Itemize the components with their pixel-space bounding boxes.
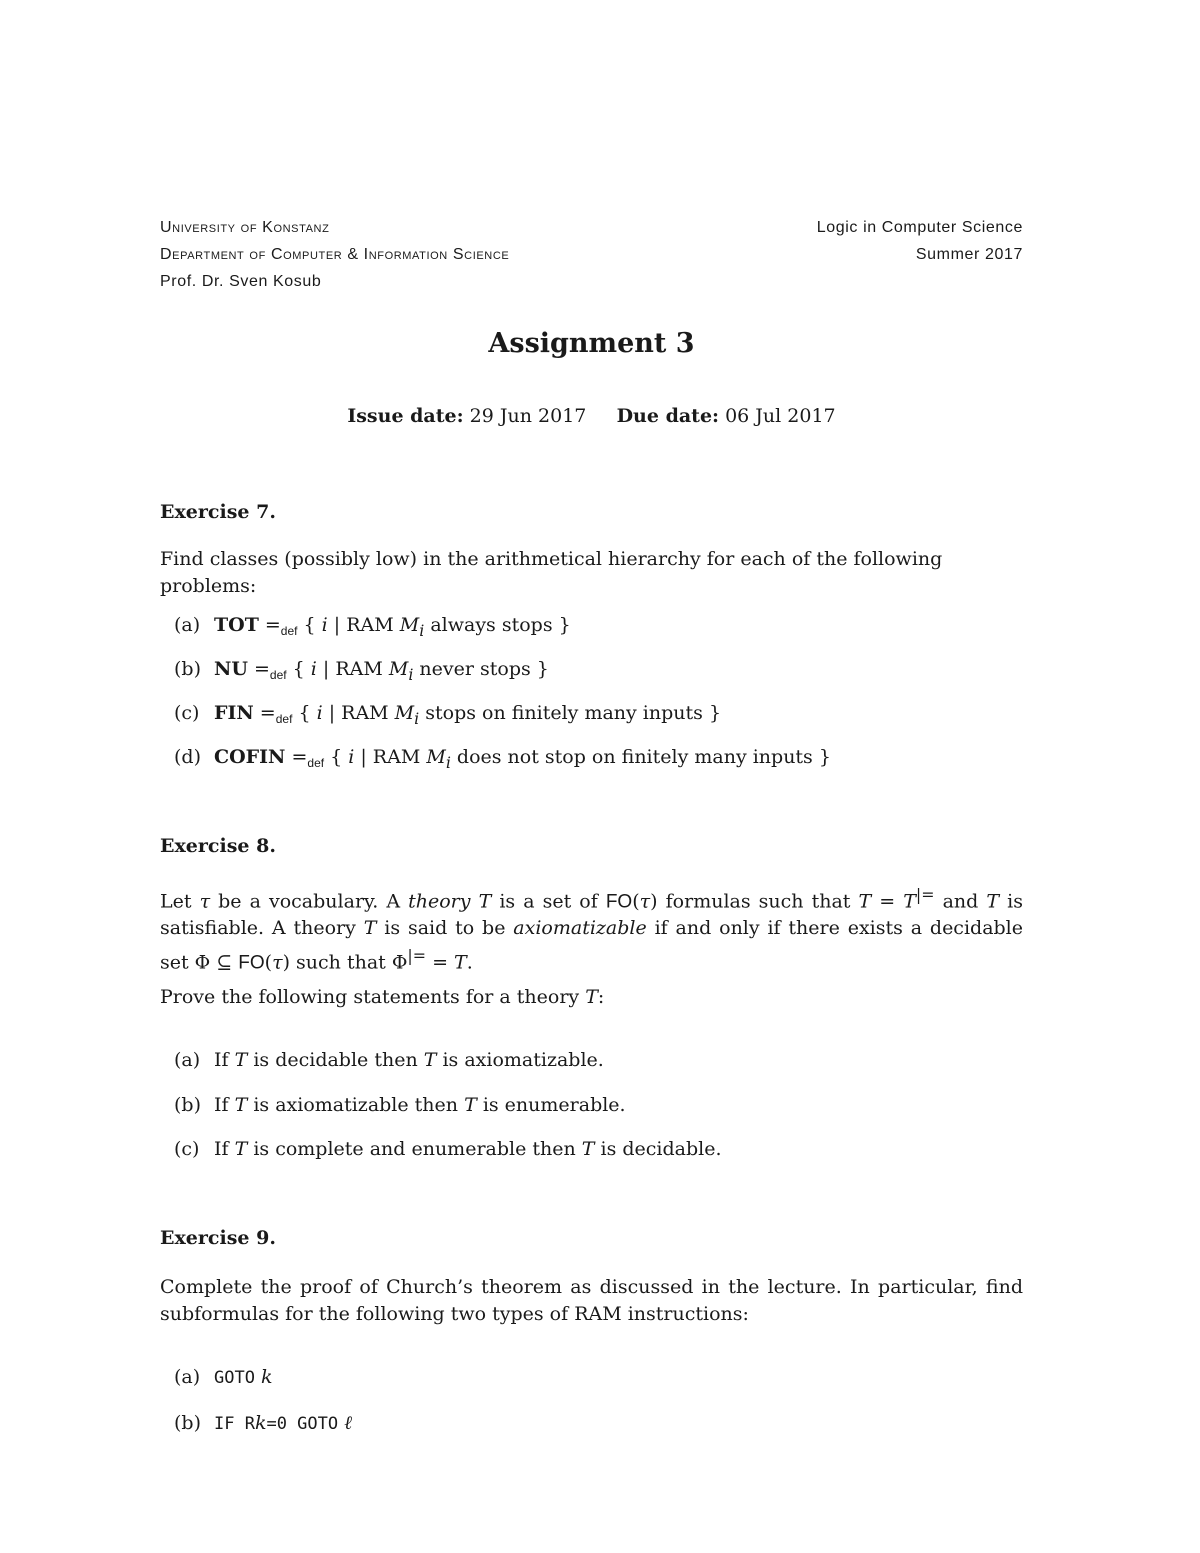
exercise-9-item-b: (b) IF Rk=0 GOTO ℓ bbox=[174, 1412, 353, 1434]
item-label: (b) bbox=[174, 1094, 201, 1116]
term: Summer 2017 bbox=[915, 246, 1023, 263]
exercise-9-paragraph: Complete the proof of Church’s theorem as discussed in the lecture. In particular, find subformulas for the following two types of RAM instructions: bbox=[160, 1276, 1023, 1325]
text-fragment: is enumerable. bbox=[482, 1094, 626, 1116]
issue-date-label: Issue date: bbox=[347, 405, 464, 427]
code-goto: =0 GOTO bbox=[266, 1414, 339, 1434]
text-fragment: is decidable. bbox=[600, 1138, 722, 1160]
text-fragment: be a vocabulary. A bbox=[218, 890, 401, 913]
text-fragment: formulas such that bbox=[665, 890, 851, 913]
exercise-8-item-c: (c) If T is complete and enumerable then T is decidable. bbox=[174, 1138, 722, 1160]
item-label: (c) bbox=[174, 1138, 200, 1160]
text-fragment: if and only if there exists a decidable set bbox=[160, 917, 1024, 974]
date-line bbox=[0, 405, 1183, 427]
exercise-7-heading: Exercise 7. bbox=[160, 501, 276, 523]
text-fragment: If bbox=[214, 1049, 229, 1071]
text-fragment: is complete and enumerable then bbox=[253, 1138, 576, 1160]
text-fragment: is decidable then bbox=[253, 1049, 418, 1071]
due-date-value: 06 Jul 2017 bbox=[725, 405, 836, 427]
problem-name: NU bbox=[214, 658, 248, 680]
term-theory: theory bbox=[408, 890, 471, 913]
item-label: (a) bbox=[174, 614, 201, 636]
exercise-8-paragraph: Let τ be a vocabulary. A theory T is a set of FO(τ) formulas such that T = T|= and T is satisfiable. A theory T is said to be axiomatizable if and only if there exists a decidable set Φ ⊆ FO(τ) such that Φ|= = T. bbox=[160, 885, 1024, 974]
problem-name: COFIN bbox=[214, 746, 286, 768]
exercise-8-item-a: (a) If T is decidable then T is axiomatizable. bbox=[174, 1049, 604, 1071]
text-fragment: If bbox=[214, 1094, 229, 1116]
exercise-7-item-b: (b) NU $=_{def}$ { i | RAM $M_i$ never stops } bbox=[174, 658, 549, 684]
course-name: Logic in Computer Science bbox=[816, 219, 1023, 236]
text-fragment: is axiomatizable then bbox=[253, 1094, 459, 1116]
due-date-label: Due date: bbox=[616, 405, 720, 427]
professor-name: Prof. Dr. Sven Kosub bbox=[160, 273, 322, 290]
text-fragment: is axiomatizable. bbox=[442, 1049, 604, 1071]
page-title: Assignment 3 bbox=[488, 328, 695, 359]
exercise-9-item-a: (a) GOTO k bbox=[174, 1366, 273, 1388]
issue-date-value: 29 Jun 2017 bbox=[469, 405, 587, 427]
problem-name: TOT bbox=[214, 614, 259, 636]
exercise-7-intro: Find classes (possibly low) in the arithmetical hierarchy for each of the following problems: bbox=[160, 548, 943, 597]
item-label: (a) bbox=[174, 1366, 201, 1388]
item-label: (d) bbox=[174, 746, 201, 768]
text-fragment: is said to be bbox=[384, 917, 506, 940]
text-fragment: is satisfiable. A theory bbox=[160, 890, 1023, 940]
code-if: IF R bbox=[214, 1414, 255, 1434]
exercise-8-item-b: (b) If T is axiomatizable then T is enumerable. bbox=[174, 1094, 626, 1116]
text-fragment: such that bbox=[296, 951, 386, 974]
text-fragment: and bbox=[942, 890, 979, 913]
text-fragment: is a set of bbox=[499, 890, 598, 913]
item-label: (b) bbox=[174, 1412, 201, 1434]
exercise-8-heading: Exercise 8. bbox=[160, 835, 276, 857]
exercise-7-item-d: (d) COFIN $=_{def}$ { i | RAM $M_i$ does not stop on finitely many inputs } bbox=[174, 746, 831, 772]
exercise-8-prove: Prove the following statements for a theory T: bbox=[160, 986, 605, 1008]
text-fragment: Let bbox=[160, 890, 192, 913]
code-goto: GOTO bbox=[214, 1368, 255, 1388]
exercise-7-item-a: (a) TOT $=_{def}$ { i | RAM $M_i$ always stops } bbox=[174, 614, 571, 640]
item-label: (b) bbox=[174, 658, 201, 680]
university-name: University of Konstanz bbox=[160, 219, 330, 236]
item-label: (c) bbox=[174, 702, 200, 724]
problem-name: FIN bbox=[214, 702, 254, 724]
term-axiomatizable: axiomatizable bbox=[513, 917, 647, 940]
text-fragment: If bbox=[214, 1138, 229, 1160]
item-label: (a) bbox=[174, 1049, 201, 1071]
exercise-9-heading: Exercise 9. bbox=[160, 1227, 276, 1249]
exercise-7-item-c: (c) FIN $=_{def}$ { i | RAM $M_i$ stops on finitely many inputs } bbox=[174, 702, 722, 728]
text-fragment: Prove the following statements for a theory bbox=[160, 986, 580, 1008]
department-name: Department of Computer & Information Science bbox=[160, 246, 510, 263]
